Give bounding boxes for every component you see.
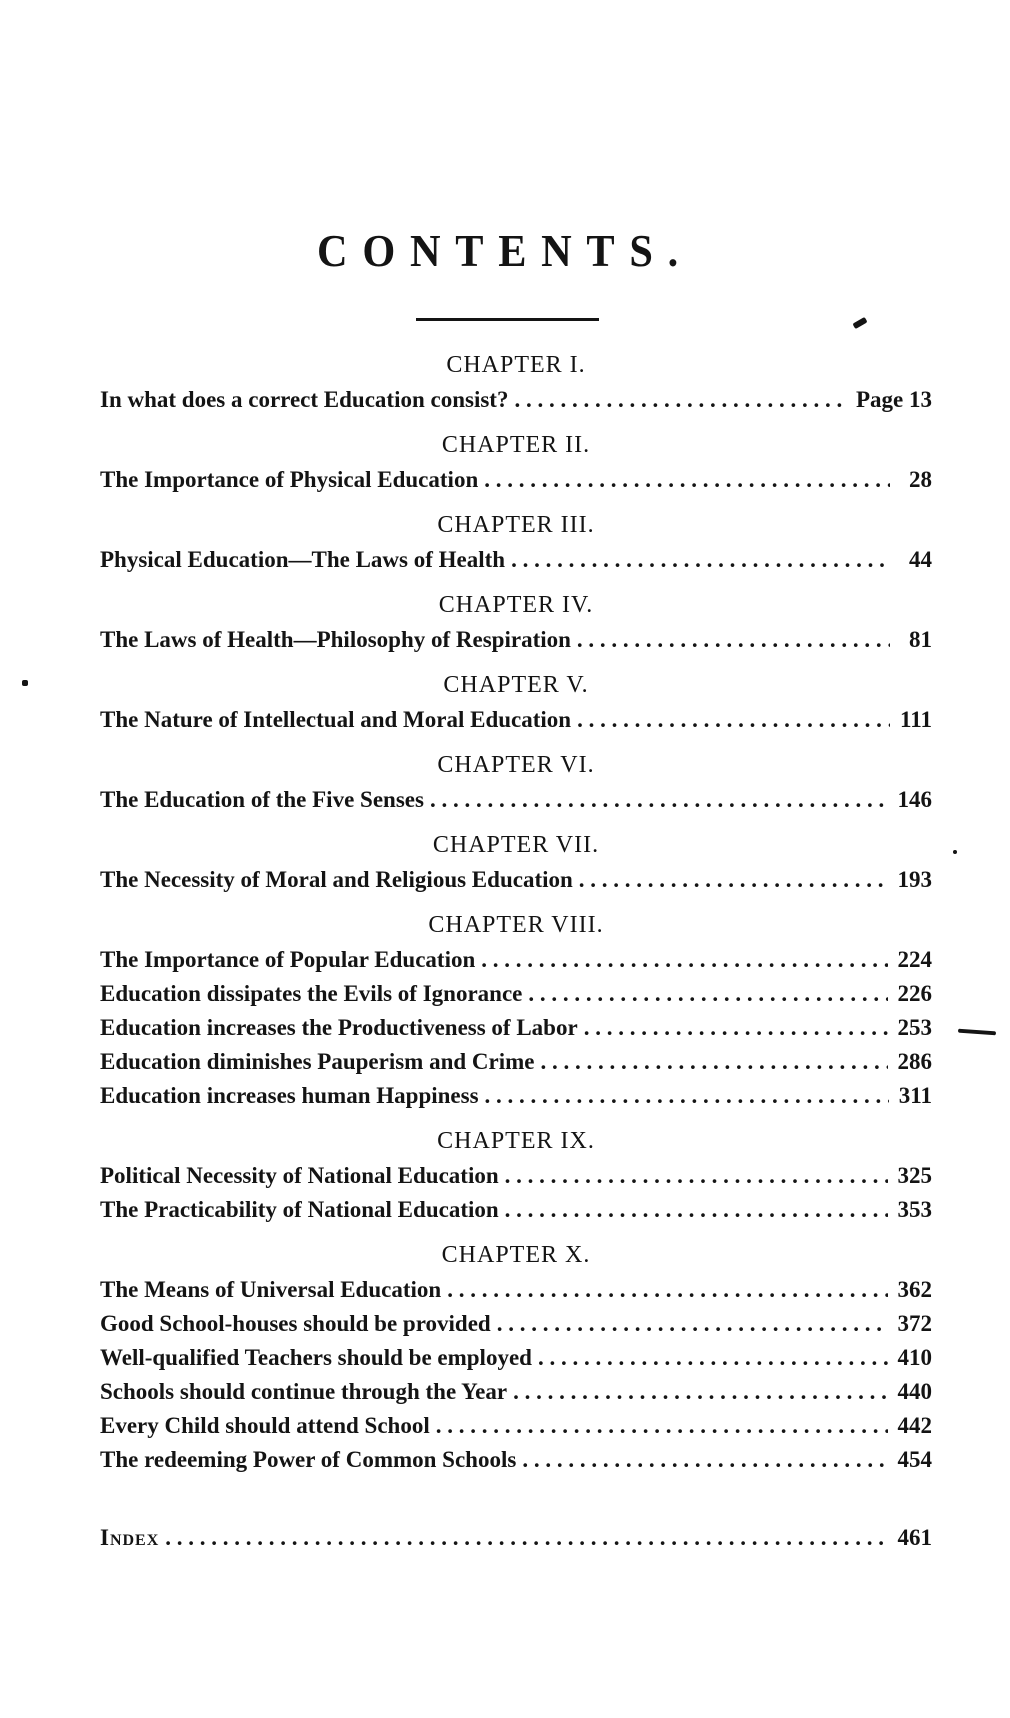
toc-entry-index <box>100 1521 932 1555</box>
toc-entry <box>100 1159 932 1193</box>
toc-entry <box>100 783 932 817</box>
entry-title: Education increases human Happiness <box>100 1083 479 1108</box>
chapter-heading: CHAPTER I. <box>446 352 586 378</box>
index-label: Index <box>100 1525 160 1550</box>
entry-page: 311 <box>898 1083 932 1108</box>
entry-page: 28 <box>909 467 932 492</box>
entry-page: 325 <box>897 1163 932 1188</box>
chapter-3 <box>100 507 932 577</box>
entry-page: 372 <box>897 1311 932 1336</box>
entry-page: 226 <box>897 981 932 1006</box>
chapter-6 <box>100 747 932 817</box>
entry-title: The Nature of Intellectual and Moral Education <box>100 707 572 732</box>
dot-leader <box>528 977 887 1011</box>
entry-title: The Practicability of National Education <box>100 1197 499 1222</box>
entry-page: 253 <box>897 1015 932 1040</box>
entry-page: 362 <box>897 1277 932 1302</box>
entry-title: Education dissipates the Evils of Ignorance <box>100 981 523 1006</box>
chapter-1 <box>100 347 932 417</box>
chapter-heading: CHAPTER VIII. <box>428 912 604 938</box>
entry-page: 146 <box>897 787 932 812</box>
dot-leader <box>484 463 890 497</box>
toc-entry <box>100 1045 932 1079</box>
entry-page: 440 <box>897 1379 932 1404</box>
dot-leader <box>541 1045 888 1079</box>
chapter-8 <box>100 907 932 1113</box>
entry-title: The Laws of Health—Philosophy of Respiration <box>100 627 571 652</box>
ink-speck <box>953 850 957 854</box>
chapter-7 <box>100 827 932 897</box>
entry-title: The Means of Universal Education <box>100 1277 442 1302</box>
entry-page: 44 <box>909 547 932 572</box>
dot-leader <box>514 383 846 417</box>
toc-entry <box>100 383 932 417</box>
toc-entry <box>100 1011 932 1045</box>
toc-entry <box>100 463 932 497</box>
dot-leader <box>505 1159 888 1193</box>
chapter-heading: CHAPTER IX. <box>437 1128 595 1154</box>
chapter-heading: CHAPTER V. <box>443 672 589 698</box>
toc-entry <box>100 1307 932 1341</box>
toc-entry <box>100 1341 932 1375</box>
toc-entry <box>100 543 932 577</box>
ink-speck <box>22 680 28 686</box>
entry-page: 193 <box>897 867 932 892</box>
entry-title: Well-qualified Teachers should be employed <box>100 1345 532 1370</box>
dot-leader <box>497 1307 888 1341</box>
entry-page: 81 <box>909 627 932 652</box>
dot-leader <box>577 703 890 737</box>
toc-entry <box>100 1443 932 1477</box>
entry-page: 111 <box>900 707 932 732</box>
dot-leader <box>584 1011 888 1045</box>
entry-title: Education diminishes Pauperism and Crime <box>100 1049 535 1074</box>
entry-page: 442 <box>897 1413 932 1438</box>
dot-leader <box>447 1273 887 1307</box>
entry-page: 224 <box>897 947 932 972</box>
dot-leader <box>481 943 887 977</box>
entry-page: 461 <box>897 1525 932 1550</box>
toc-entry <box>100 1273 932 1307</box>
page-title: CONTENTS. <box>317 225 693 276</box>
index-block <box>100 1521 932 1555</box>
dot-leader <box>577 623 890 657</box>
toc-entry <box>100 863 932 897</box>
entry-title: Good School-houses should be provided <box>100 1311 491 1336</box>
dot-leader <box>165 1521 887 1555</box>
entry-page: 286 <box>897 1049 932 1074</box>
dot-leader <box>513 1375 887 1409</box>
entry-page: 454 <box>897 1447 932 1472</box>
dot-leader <box>485 1079 889 1113</box>
chapter-heading: CHAPTER X. <box>441 1242 591 1268</box>
toc-entry <box>100 1409 932 1443</box>
entry-title: Education increases the Productiveness of Labor <box>100 1015 578 1040</box>
toc-entry <box>100 703 932 737</box>
toc-entry <box>100 977 932 1011</box>
chapter-heading: CHAPTER VII. <box>432 832 600 858</box>
dot-leader <box>430 783 888 817</box>
entry-page: 353 <box>897 1197 932 1222</box>
entry-title: The redeeming Power of Common Schools <box>100 1447 517 1472</box>
title-rule <box>416 318 599 321</box>
chapter-2 <box>100 427 932 497</box>
dot-leader <box>538 1341 888 1375</box>
chapter-heading: CHAPTER III. <box>437 512 595 538</box>
entry-page: 410 <box>897 1345 932 1370</box>
toc-entry <box>100 1079 932 1113</box>
entry-title: In what does a correct Education consist? <box>100 387 509 412</box>
chapter-5 <box>100 667 932 737</box>
toc-entry <box>100 1193 932 1227</box>
ink-speck <box>852 317 867 329</box>
dot-leader <box>579 863 888 897</box>
entry-title: Physical Education—The Laws of Health <box>100 547 506 572</box>
entry-title: Political Necessity of National Education <box>100 1163 499 1188</box>
toc-entry <box>100 943 932 977</box>
chapter-heading: CHAPTER II. <box>441 432 591 458</box>
chapter-9 <box>100 1123 932 1227</box>
chapter-heading: CHAPTER VI. <box>437 752 595 778</box>
dot-leader <box>511 543 890 577</box>
entry-title: The Importance of Popular Education <box>100 947 476 972</box>
entry-title: The Education of the Five Senses <box>100 787 424 812</box>
chapter-heading: CHAPTER IV. <box>438 592 594 618</box>
entry-page: Page 13 <box>855 387 932 412</box>
entry-title: Schools should continue through the Year <box>100 1379 508 1404</box>
toc-entry <box>100 623 932 657</box>
entry-title: The Importance of Physical Education <box>100 467 479 492</box>
dot-leader <box>505 1193 888 1227</box>
ink-speck <box>958 1029 996 1036</box>
entry-title: Every Child should attend School <box>100 1413 430 1438</box>
toc-entry <box>100 1375 932 1409</box>
entry-title: The Necessity of Moral and Religious Education <box>100 867 573 892</box>
chapter-4 <box>100 587 932 657</box>
dot-leader <box>436 1409 888 1443</box>
dot-leader <box>522 1443 887 1477</box>
chapter-10 <box>100 1237 932 1477</box>
table-of-contents <box>100 347 932 1555</box>
